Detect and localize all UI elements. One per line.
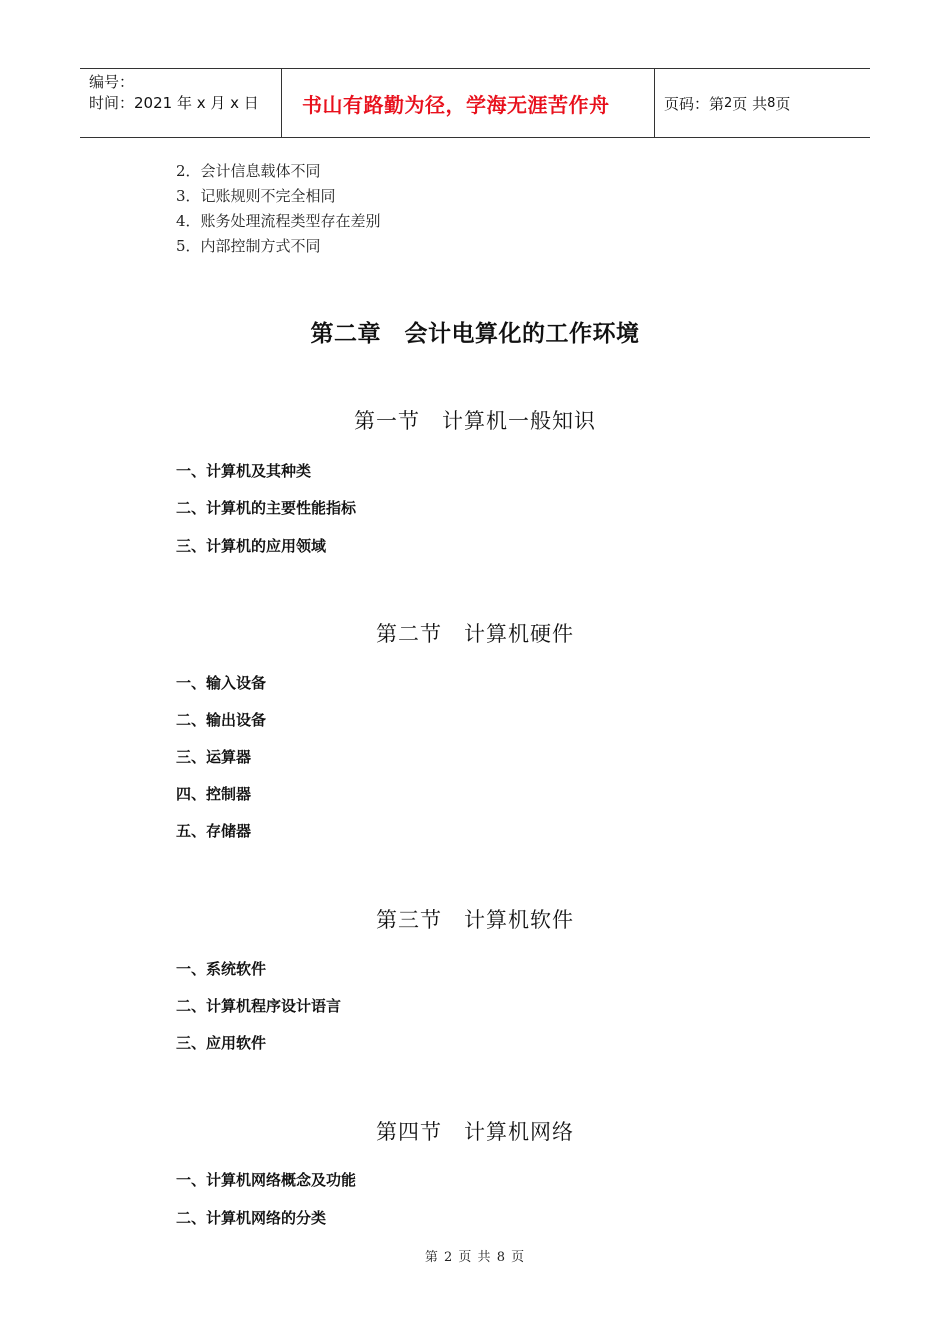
page-info-middle: 页 共 <box>732 94 768 113</box>
total-pages: 8 <box>767 95 776 111</box>
section-title: 第三节 计算机软件 <box>376 908 574 932</box>
section-title: 第二节 计算机硬件 <box>376 622 574 646</box>
section-title: 第一节 计算机一般知识 <box>354 409 596 433</box>
section-item: 四、控制器 <box>176 785 252 803</box>
section-item: 二、计算机网络的分类 <box>176 1209 327 1227</box>
section-item: 二、计算机的主要性能指标 <box>176 499 357 517</box>
section-item: 一、输入设备 <box>176 674 267 692</box>
page-info-prefix: 页码：第 <box>664 94 725 113</box>
serial-label: 编号： <box>89 73 135 91</box>
header-meta <box>80 69 282 137</box>
section-title: 第四节 计算机网络 <box>376 1120 574 1144</box>
section-item: 二、计算机程序设计语言 <box>176 997 342 1015</box>
page-header <box>80 68 870 138</box>
page-number: 2 <box>724 95 733 111</box>
page-info-suffix: 页 <box>775 94 791 113</box>
header-page-info <box>655 69 870 137</box>
section-item: 二、输出设备 <box>176 711 267 729</box>
section-item: 五、存储器 <box>176 822 252 840</box>
time-label: 时间：2021 年 x 月 x 日 <box>89 94 259 112</box>
section-item: 三、计算机的应用领域 <box>176 537 327 555</box>
numbered-list <box>176 159 381 259</box>
list-item: 4．账务处理流程类型存在差别 <box>176 212 381 230</box>
list-item: 3．记账规则不完全相同 <box>176 187 336 205</box>
section-item: 一、计算机及其种类 <box>176 462 312 480</box>
section-item: 三、应用软件 <box>176 1034 267 1052</box>
section-item: 一、计算机网络概念及功能 <box>176 1171 357 1189</box>
list-item: 2．会计信息载体不同 <box>176 162 321 180</box>
section-item: 一、系统软件 <box>176 960 267 978</box>
chapter-title: 第二章 会计电算化的工作环境 <box>310 321 640 347</box>
header-motto: 书山有路勤为径，学海无涯苦作舟 <box>282 69 655 137</box>
list-item: 5．内部控制方式不同 <box>176 237 321 255</box>
page-footer: 第 2 页 共 8 页 <box>424 1250 526 1265</box>
section-item: 三、运算器 <box>176 748 252 766</box>
